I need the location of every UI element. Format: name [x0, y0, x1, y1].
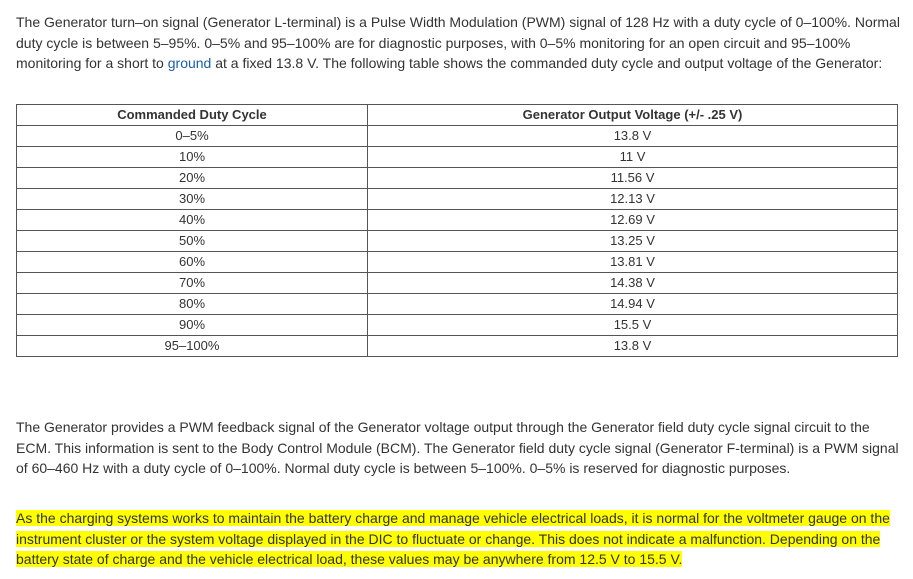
voltage-cell: 14.38 V: [368, 273, 898, 294]
voltage-cell: 13.25 V: [368, 231, 898, 252]
duty-cycle-table: [16, 104, 898, 357]
voltage-cell: 11.56 V: [368, 168, 898, 189]
duty-cycle-cell: 0–5%: [17, 126, 368, 147]
duty-cycle-cell: 40%: [17, 210, 368, 231]
duty-cycle-cell: 20%: [17, 168, 368, 189]
voltage-cell: 12.13 V: [368, 189, 898, 210]
note-paragraph: [16, 508, 897, 570]
intro-text-before-link: The Generator turn–on signal (Generator L-terminal) is a Pulse Width Modulation (PWM) signal of 128 Hz with a duty cycle of 0–100%. Normal duty cycle is between 5–95%. 0–5% and 95–100% are for diagnostic purposes, with 0–5% monitoring for an open circuit and 95–100% monitoring for a short to: [16, 14, 900, 71]
table-row: [17, 252, 898, 273]
table-row: [17, 210, 898, 231]
duty-cycle-cell: 30%: [17, 189, 368, 210]
duty-cycle-cell: 10%: [17, 147, 368, 168]
table-row: [17, 168, 898, 189]
table-header-row: [17, 105, 898, 126]
table-row: [17, 231, 898, 252]
voltage-cell: 13.8 V: [368, 336, 898, 357]
duty-cycle-cell: 80%: [17, 294, 368, 315]
feedback-paragraph: The Generator provides a PWM feedback signal of the Generator voltage output through the Generator field duty cycle signal circuit to the ECM. This information is sent to the Body Control Module (BCM). The Generator field duty cycle signal (Generator F-terminal) is a PWM signal of 60–460 Hz with a duty cycle of 0–100%. Normal duty cycle is between 5–100%. 0–5% is reserved for diagnostic purposes.: [16, 419, 899, 476]
duty-cycle-cell: 95–100%: [17, 336, 368, 357]
voltage-cell: 13.81 V: [368, 252, 898, 273]
table-row: [17, 126, 898, 147]
intro-paragraph: [16, 12, 901, 74]
table-row: [17, 273, 898, 294]
intro-text-after-link: at a fixed 13.8 V. The following table shows the commanded duty cycle and output voltage of the Generator:: [211, 55, 883, 71]
duty-cycle-cell: 70%: [17, 273, 368, 294]
voltage-cell: 13.8 V: [368, 126, 898, 147]
duty-cycle-cell: 50%: [17, 231, 368, 252]
voltage-cell: 15.5 V: [368, 315, 898, 336]
table-row: [17, 189, 898, 210]
voltage-cell: 12.69 V: [368, 210, 898, 231]
ground-link[interactable]: ground: [167, 55, 212, 71]
voltage-cell: 11 V: [368, 147, 898, 168]
highlighted-note: As the charging systems works to maintain the battery charge and manage vehicle electrical loads, it is normal for the voltmeter gauge on the instrument cluster or the system voltage displayed in the DIC to fluctuate or change. This does not indicate a malfunction. Depending on the battery state of charge and the vehicle electrical load, these values may be anywhere from 12.5 V to 15.5 V.: [16, 510, 890, 567]
table-row: [17, 294, 898, 315]
table-row: [17, 336, 898, 357]
voltage-cell: 14.94 V: [368, 294, 898, 315]
table-row: [17, 147, 898, 168]
header-generator-output-voltage: Generator Output Voltage (+/- .25 V): [368, 105, 898, 126]
header-commanded-duty-cycle: Commanded Duty Cycle: [17, 105, 368, 126]
duty-cycle-cell: 60%: [17, 252, 368, 273]
duty-cycle-cell: 90%: [17, 315, 368, 336]
table-row: [17, 315, 898, 336]
